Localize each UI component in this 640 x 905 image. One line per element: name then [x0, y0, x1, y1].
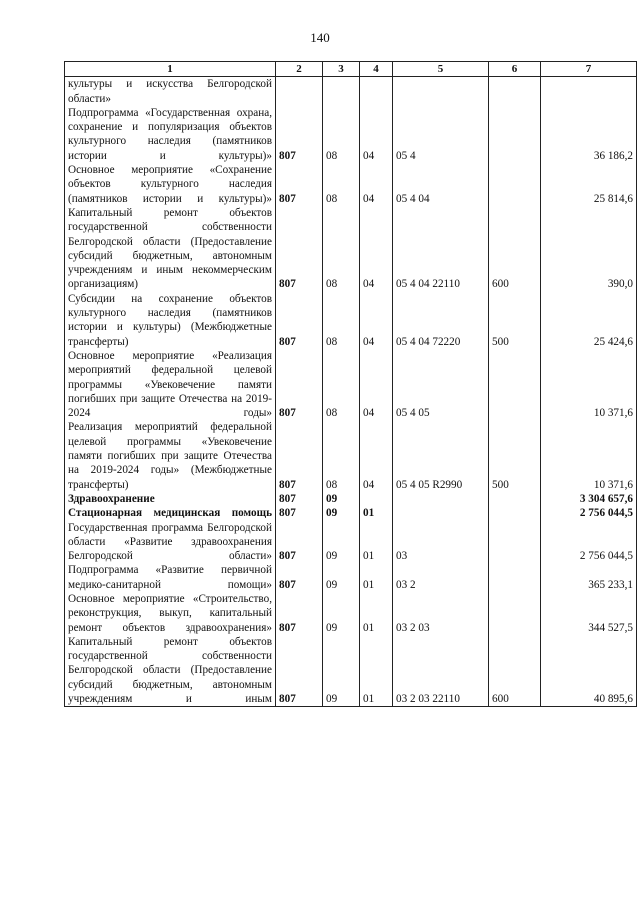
- row-section-cell: 08: [323, 106, 360, 163]
- row-subsection-cell: 04: [360, 163, 393, 206]
- row-target-item-cell: [393, 492, 489, 506]
- row-subsection-cell: 04: [360, 206, 393, 292]
- row-name-cell: Стационарная медицинская помощь: [65, 506, 276, 520]
- row-name-cell: Основное мероприятие «Сохранение объектов культурного наследия (памятников истории и культуры)»: [65, 163, 276, 206]
- page-number: 140: [310, 30, 330, 45]
- row-name-cell: Капитальный ремонт объектов государственной собственности Белгородской области (Предоставление субсидий бюджетным, автономным учреждениям и иным некоммерческим организациям): [65, 206, 276, 292]
- row-amount-cell: 3 304 657,6: [541, 492, 637, 506]
- table-row: [65, 163, 637, 206]
- row-amount-cell: 365 233,1: [541, 563, 637, 592]
- row-admin-code-cell: 807: [276, 506, 323, 520]
- row-amount-cell: 390,0: [541, 206, 637, 292]
- row-admin-code-cell: 807: [276, 106, 323, 163]
- row-amount-cell: 2 756 044,5: [541, 521, 637, 564]
- row-name-cell: Основное мероприятие «Строительство, реконструкция, выкуп, капитальный ремонт объектов здравоохранения»: [65, 592, 276, 635]
- table-row: [65, 592, 637, 635]
- row-target-item-cell: 05 4 04: [393, 163, 489, 206]
- row-expense-type-cell: [489, 163, 541, 206]
- table-row: [65, 77, 637, 106]
- row-target-item-cell: 03 2: [393, 563, 489, 592]
- row-amount-cell: 25 814,6: [541, 163, 637, 206]
- table-row: [65, 563, 637, 592]
- row-expense-type-cell: [489, 349, 541, 420]
- row-amount-cell: 40 895,6: [541, 635, 637, 707]
- row-subsection-cell: 04: [360, 106, 393, 163]
- column-header: 4: [360, 62, 393, 77]
- row-admin-code-cell: 807: [276, 563, 323, 592]
- row-admin-code-cell: 807: [276, 292, 323, 349]
- row-subsection-cell: 04: [360, 349, 393, 420]
- row-expense-type-cell: [489, 492, 541, 506]
- row-section-cell: 09: [323, 592, 360, 635]
- row-target-item-cell: [393, 77, 489, 106]
- row-target-item-cell: 05 4 05: [393, 349, 489, 420]
- row-expense-type-cell: 600: [489, 635, 541, 707]
- row-target-item-cell: 05 4 04 22110: [393, 206, 489, 292]
- row-admin-code-cell: 807: [276, 592, 323, 635]
- row-admin-code-cell: 807: [276, 635, 323, 707]
- table-row: [65, 349, 637, 420]
- row-name-cell: Реализация мероприятий федеральной целевой программы «Увековечение памяти погибших при защите Отечества на 2019-2024 годы» (Межбюджетные трансферты): [65, 420, 276, 491]
- row-name-cell: Капитальный ремонт объектов государственной собственности Белгородской области (Предоставление субсидий бюджетным, автономным учреждениям и иным: [65, 635, 276, 707]
- row-subsection-cell: 01: [360, 521, 393, 564]
- row-section-cell: 08: [323, 349, 360, 420]
- column-header: 6: [489, 62, 541, 77]
- row-expense-type-cell: [489, 106, 541, 163]
- row-amount-cell: 2 756 044,5: [541, 506, 637, 520]
- row-amount-cell: 25 424,6: [541, 292, 637, 349]
- row-amount-cell: 344 527,5: [541, 592, 637, 635]
- row-amount-cell: 36 186,2: [541, 106, 637, 163]
- row-name-cell: культуры и искусства Белгородской области»: [65, 77, 276, 106]
- row-subsection-cell: 04: [360, 292, 393, 349]
- row-target-item-cell: 05 4 05 R2990: [393, 420, 489, 491]
- row-target-item-cell: 03 2 03 22110: [393, 635, 489, 707]
- row-expense-type-cell: [489, 77, 541, 106]
- table-row: [65, 521, 637, 564]
- column-header: 2: [276, 62, 323, 77]
- row-section-cell: 08: [323, 420, 360, 491]
- row-amount-cell: 10 371,6: [541, 420, 637, 491]
- row-expense-type-cell: 600: [489, 206, 541, 292]
- row-expense-type-cell: 500: [489, 420, 541, 491]
- column-header: 7: [541, 62, 637, 77]
- column-header: 5: [393, 62, 489, 77]
- table-row: [65, 292, 637, 349]
- row-section-cell: 09: [323, 492, 360, 506]
- row-expense-type-cell: [489, 592, 541, 635]
- table-row: [65, 492, 637, 506]
- row-target-item-cell: 03: [393, 521, 489, 564]
- table-row: [65, 106, 637, 163]
- row-subsection-cell: [360, 77, 393, 106]
- row-admin-code-cell: 807: [276, 521, 323, 564]
- row-amount-cell: 10 371,6: [541, 349, 637, 420]
- row-name-cell: Здравоохранение: [65, 492, 276, 506]
- table-header-row: [65, 62, 637, 77]
- row-expense-type-cell: [489, 563, 541, 592]
- row-section-cell: 09: [323, 635, 360, 707]
- row-section-cell: 08: [323, 206, 360, 292]
- row-subsection-cell: 01: [360, 592, 393, 635]
- row-target-item-cell: 03 2 03: [393, 592, 489, 635]
- table-row: [65, 506, 637, 520]
- row-amount-cell: [541, 77, 637, 106]
- budget-table: [64, 61, 637, 707]
- row-admin-code-cell: [276, 77, 323, 106]
- row-subsection-cell: 01: [360, 635, 393, 707]
- row-subsection-cell: 04: [360, 420, 393, 491]
- row-name-cell: Основное мероприятие «Реализация мероприятий федеральной целевой программы «Увековечение памяти погибших при защите Отечества на 2019-2024 годы»: [65, 349, 276, 420]
- row-subsection-cell: 01: [360, 563, 393, 592]
- row-subsection-cell: [360, 492, 393, 506]
- row-section-cell: [323, 77, 360, 106]
- row-name-cell: Подпрограмма «Государственная охрана, сохранение и популяризация объектов культурного наследия (памятников истории и культуры)»: [65, 106, 276, 163]
- row-section-cell: 08: [323, 292, 360, 349]
- row-admin-code-cell: 807: [276, 163, 323, 206]
- table-row: [65, 635, 637, 707]
- row-admin-code-cell: 807: [276, 492, 323, 506]
- row-admin-code-cell: 807: [276, 420, 323, 491]
- row-name-cell: Субсидии на сохранение объектов культурного наследия (памятников истории и культуры) (Межбюджетные трансферты): [65, 292, 276, 349]
- row-target-item-cell: 05 4 04 72220: [393, 292, 489, 349]
- row-subsection-cell: 01: [360, 506, 393, 520]
- row-expense-type-cell: [489, 506, 541, 520]
- row-section-cell: 09: [323, 521, 360, 564]
- row-expense-type-cell: [489, 521, 541, 564]
- table-body: [65, 77, 637, 707]
- row-name-cell: Государственная программа Белгородской области «Развитие здравоохранения Белгородской области»: [65, 521, 276, 564]
- column-header: 3: [323, 62, 360, 77]
- table-row: [65, 420, 637, 491]
- row-admin-code-cell: 807: [276, 206, 323, 292]
- table-row: [65, 206, 637, 292]
- row-target-item-cell: 05 4: [393, 106, 489, 163]
- row-name-cell: Подпрограмма «Развитие первичной медико-санитарной помощи»: [65, 563, 276, 592]
- row-target-item-cell: [393, 506, 489, 520]
- row-admin-code-cell: 807: [276, 349, 323, 420]
- column-header: 1: [65, 62, 276, 77]
- row-section-cell: 09: [323, 563, 360, 592]
- row-expense-type-cell: 500: [489, 292, 541, 349]
- row-section-cell: 08: [323, 163, 360, 206]
- row-section-cell: 09: [323, 506, 360, 520]
